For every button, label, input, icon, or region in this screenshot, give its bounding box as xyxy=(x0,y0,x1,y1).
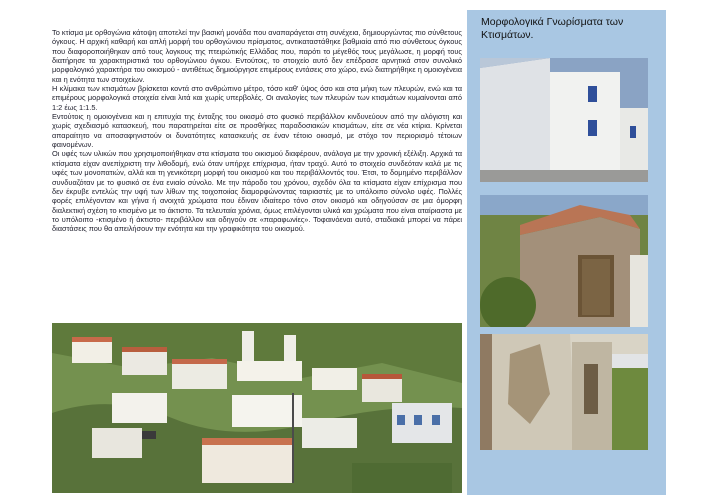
body-text xyxy=(52,28,462,234)
stone-ruin-photo xyxy=(480,195,648,327)
paragraph: Το κτίσμα με ορθογώνια κάτοψη αποτελεί την βασική μονάδα που αναπαράγεται στη συνέχεια, δημιουργώντας πιο σύνθετους όγκους. Η αρχική καθαρή και απλή μορφή του ορθογώνιου πρίσματος, αντικαταστάθηκε βαθμιαία από πιο σύνθετους όγκους που διαφοροποιήθηκαν από τους λογκους της πτειρώτικής Ελλάδας που, παρότι το μέγεθός τους μεγάλωσε, η μορφή τους διατήρησε τα χαρακτηριστικά του ορθογώνιου όγκου. Εντούτοις, το στοιχείο αυτό δεν επέδρασε αρνητικά στον συνολικό μορφολογικό χαρακτήρα του οικισμού - αντιθέτως δημιούργησε επιμέρους εντάσεις στο χώρο, ενώ διατηρήθηκε η ομοιογένεια και η ενότητα των στοιχείων. xyxy=(52,28,462,84)
paragraph: Οι υφές των υλικών που χρησιμοποιήθηκαν στα κτίσματα του οικισμού διαφέρουν, ανάλογα με την χρονική εξέλιξη. Αρχικά τα κτίσματα είχαν ανεπίχριστη την λιθοδομή, ενώ όταν υπήρχε επίχρισμα, ήταν τραχύ. Αυτό το στοιχείο συνδεόταν καλά με τις υφές των μονοπατιών, αλλά και τη γενικότερη μορφή του οικισμού και του περιβάλλοντός του. Έτσι, το δομημένο περιβάλλον συνδυαζόταν με το φυσικό σε ένα ενιαίο σύνολο. Με την πάροδο του χρόνου, σχεδόν όλα τα κτίσματα είχαν επίχρισμα που δεν έκρυβε εντελώς την υφή των λίθων της τοιχοποιίας διαμορφώνοντας ταιριαστές με το υπόλοιπο σύνολο υφές. Πολλές φορές επιλέγονταν και γήινα ή ανοιχτά χρώματα που έδιναν ιδιαίτερο τόνο στον οικισμό και οδηγούσαν σε μια όμορφη διαλεκτική σχέση το κτισμένο με το άκτιστο. Τα τελευταία χρόνια, όμως επιλέγονται υλικά και χρώματα που είναι αταίριαστα με το υπόλοιπο -κτισμένο ή άκτιστο- περιβάλλον και οδηγούν σε «παραφωνίες». Τοφαινόεναι αυτό, σταδιακά μπορεί να πάρει διαστάσεις που θα απειλήσουν την ενότητα και την γραφικότητα του οικισμού. xyxy=(52,149,462,234)
crumbling-wall-photo xyxy=(480,334,648,450)
paragraph: Εντούτοις η ομοιογένεια και η επιτυχία της ένταξης του οικισμό στο φυσικό περιβάλλον κινδυνεύουν από την αλόγιστη και χωρίς σχεδιασμό κατασκευή, που παρατηρείται είτε σε προσθήκες παραδοσιακών κτισμάτων, είτε σε νέα κτίρια. Κρίνεται απαραίτητο να αποσαφηνιστούν οι δυνατότητες κατασκευής σε έναν τέτοιο οικισμό, με στόχο τον περιορισμό τέτοιων φαινομένων. xyxy=(52,112,462,150)
panel-title: Μορφολογικά Γνωρίσματα των Κτισμάτων. xyxy=(481,16,624,41)
paragraph: Η κλίμακα των κτισμάτων βρίσκεται κοντά στο ανθρώπινο μέτρο, τόσο καθ' ύψος όσο και στα μήκη των πλευρών, ενώ και τα επιμέρους μορφολογικά στοιχεία είναι λιτά και χωρίς υπερβολές. Οι αναλογίες των πλευρών των κτισμάτων κυμαίνονται από 1:2 έως 1:1.5. xyxy=(52,84,462,112)
side-panel xyxy=(467,10,666,495)
village-panorama-photo xyxy=(52,323,462,493)
white-houses-photo xyxy=(480,58,648,182)
